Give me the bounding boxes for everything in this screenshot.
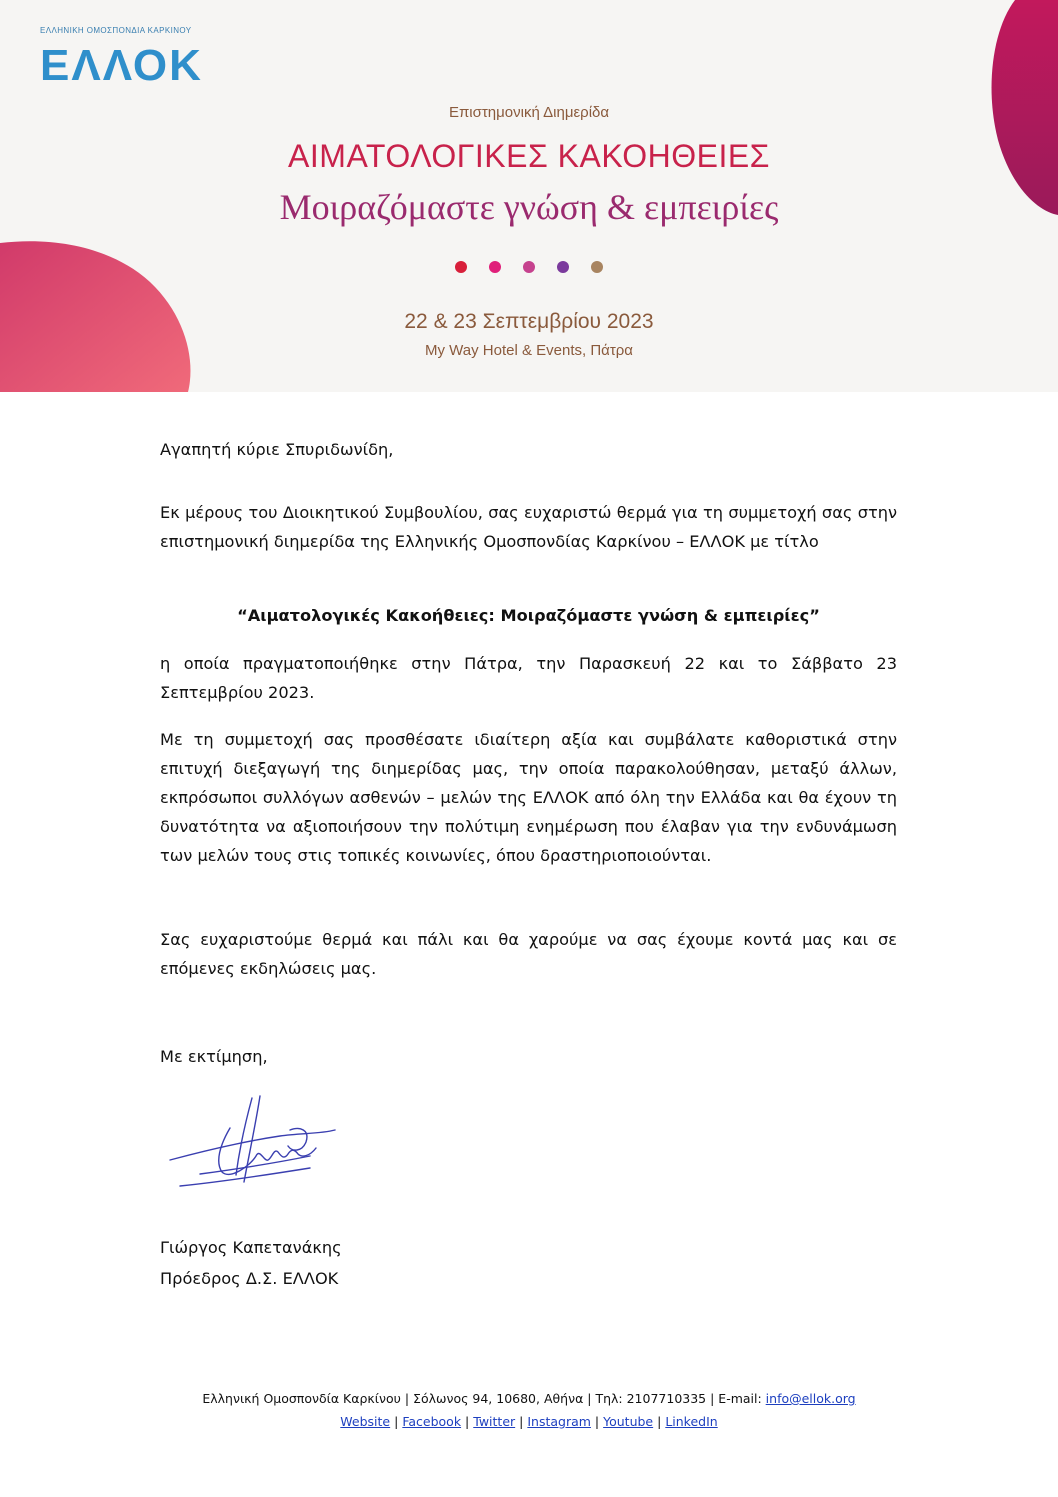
website-link[interactable]: Website xyxy=(340,1414,391,1429)
signer-role: Πρόεδρος Δ.Σ. ΕΛΛΟΚ xyxy=(160,1269,339,1288)
event-type: Επιστημονική Διημερίδα xyxy=(448,104,610,121)
paragraph-contribution: Με τη συμμετοχή σας προσθέσατε ιδιαίτερη αξία και συμβάλατε καθοριστικά στην επιτυχή διεξαγωγή της διημερίδας μας, την οποία παρακολούθησαν, μεταξύ άλλων, εκπρόσωποι συλλόγων ασθενών – μελών της ΕΛΛΟΚ από όλη την Ελλάδα και θα έχουν τη δυνατότητα να αξιοποιήσουν την πολύτιμη ενημέρωση που έλαβαν για την ενδυνάμωση των μελών τους στις τοπικές κοινωνίες, όπου δραστηριοποιούνται. xyxy=(160,730,897,865)
ellok-logo xyxy=(40,24,203,94)
paragraph-date-place: η οποία πραγματοποιήθηκε στην Πάτρα, την Παρασκευή 22 και το Σάββατο 23 Σεπτεμβρίου 2023. xyxy=(160,654,897,702)
event-title-quote: “Αιματολογικές Κακοήθειες: Μοιραζόμαστε γνώση & εμπειρίες” xyxy=(237,606,820,625)
separator: | xyxy=(465,1414,470,1429)
event-banner xyxy=(0,0,1058,392)
separator: | xyxy=(657,1414,662,1429)
color-dot xyxy=(455,261,467,273)
instagram-link[interactable]: Instagram xyxy=(527,1414,591,1429)
facebook-link[interactable]: Facebook xyxy=(402,1414,462,1429)
linkedin-link[interactable]: LinkedIn xyxy=(665,1414,718,1429)
footer-contact xyxy=(0,1391,1058,1406)
logo-tagline: ΕΛΛΗΝΙΚΗ ΟΜΟΣΠΟΝΔΙΑ ΚΑΡΚΙΝΟΥ xyxy=(40,26,192,35)
handwritten-signature xyxy=(160,1090,340,1200)
separator: | xyxy=(394,1414,399,1429)
event-dates: 22 & 23 Σεπτεμβρίου 2023 xyxy=(404,310,654,333)
color-dot xyxy=(523,261,535,273)
event-venue: My Way Hotel & Events, Πάτρα xyxy=(425,342,633,359)
footer-email-link[interactable]: info@ellok.org xyxy=(765,1391,856,1406)
paragraph-thanks: Σας ευχαριστούμε θερμά και πάλι και θα χαρούμε να σας έχουμε κοντά μας και σε επόμενες εκδηλώσεις μας. xyxy=(160,930,897,978)
salutation: Αγαπητή κύριε Σπυριδωνίδη, xyxy=(160,440,394,459)
color-dot xyxy=(591,261,603,273)
event-title: ΑΙΜΑΤΟΛΟΓΙΚΕΣ ΚΑΚΟΗΘΕΙΕΣ xyxy=(288,138,770,174)
color-dot xyxy=(557,261,569,273)
separator: | xyxy=(594,1414,600,1429)
youtube-link[interactable]: Youtube xyxy=(603,1414,654,1429)
footer-social-links xyxy=(0,1414,1058,1429)
twitter-link[interactable]: Twitter xyxy=(473,1414,516,1429)
event-subtitle: Μοιραζόμαστε γνώση & εμπειρίες xyxy=(279,187,779,227)
paragraph-intro: Εκ μέρους του Διοικητικού Συμβουλίου, σας ευχαριστώ θερμά για τη συμμετοχή σας στην επιστημονική διημερίδα της Ελληνικής Ομοσπονδίας Καρκίνου – ΕΛΛΟΚ με τίτλο xyxy=(160,503,897,551)
color-dot xyxy=(489,261,501,273)
footer-address: Ελληνική Ομοσπονδία Καρκίνου | Σόλωνος 94, 10680, Αθήνα | Τηλ: 2107710335 | E-mail: xyxy=(202,1391,766,1406)
signer-name: Γιώργος Καπετανάκης xyxy=(160,1238,342,1257)
closing: Με εκτίμηση, xyxy=(160,1047,268,1066)
separator: | xyxy=(519,1414,524,1429)
logo-wordmark: ΕΛΛΟΚ xyxy=(40,41,203,90)
